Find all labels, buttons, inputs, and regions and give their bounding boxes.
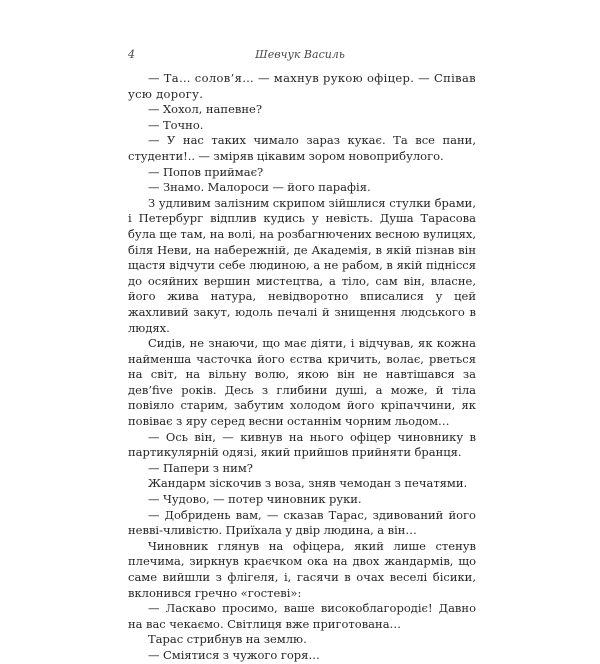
running-head-author: Шевчук Василь (255, 48, 345, 61)
paragraph: — Папери з ним? (148, 460, 253, 475)
paragraph: — Знамо. Малороси — його парафія. (148, 180, 371, 195)
paragraph: — Чудово, — потер чиновник руки. (148, 492, 362, 507)
paragraph: Тарас стрибнув на землю. (148, 632, 307, 647)
paragraph: — У нас таких чимало зараз кукає. Та все пани, студенти!.. — зміряв цікавим зором новоприбулого. (128, 133, 476, 163)
paragraph: — Попов приймає? (148, 164, 264, 179)
page-number: 4 (128, 48, 135, 61)
paragraph: — Ось він, — кивнув на нього офіцер чиновнику в партикулярній одязі, який прийшов прийняти бранця. (128, 429, 476, 460)
paragraph: — Та… солов’я… — махнув рукою офіцер. — Співав усю дорогу. (128, 71, 476, 101)
paragraph: — Ласкаво просимо, ваше високоблагородіє! Давно на вас чекаємо. Світлиця вже приготована… (128, 601, 476, 631)
paragraph: Жандарм зіскочив з воза, зняв чемодан з печатями. (148, 476, 468, 491)
paragraph: — Хохол, напевне? (148, 102, 262, 117)
paragraph: — Сміятися з чужого горя… (148, 647, 320, 662)
paragraph: — Точно. (148, 117, 204, 132)
body-text (128, 71, 476, 664)
paragraph: Сидів, не знаючи, що має діяти, і відчував, як кожна найменша часточка його єства кричить, волає, рветься на світ, на вільну волю, якою він не навтішався за дев’five років. Десь з глибини душі, а може, й тіла повіяло старим, забутим холодом його кріпаччини, як повіває з яру серед весни останнім чорним льодом… (128, 336, 476, 429)
paragraph: З удливим залізним скрипом зійшлися стулки брами, і Петербург відплив кудись у невість. Душа Тарасова була ще там, на волі, на розбагнючених весною вулицях, біля Неви, на набережній, де Академія, в якій пізнав він щастя відчути себе людиною, а не рабом, в якій піднісся до осяйних вершин мистецтва, а тіло, сам він, власне, його жива натура, невідворотно вписалися у цей жахливий закут, юдоль печалі й знищення людського в людях. (128, 195, 476, 335)
paragraph: Чиновник глянув на офіцера, який лише стенув плечима, зиркнув краєчком ока на двох жандармів, що саме вийшли з флігеля, і, гасячи в очах веселі бісики, вклонився гречно «гостеві»: (128, 538, 476, 600)
paragraph: — Добридень вам, — сказав Тарас, здивований його невві-чливістю. Приїхала у двір людина, а він… (128, 507, 476, 538)
